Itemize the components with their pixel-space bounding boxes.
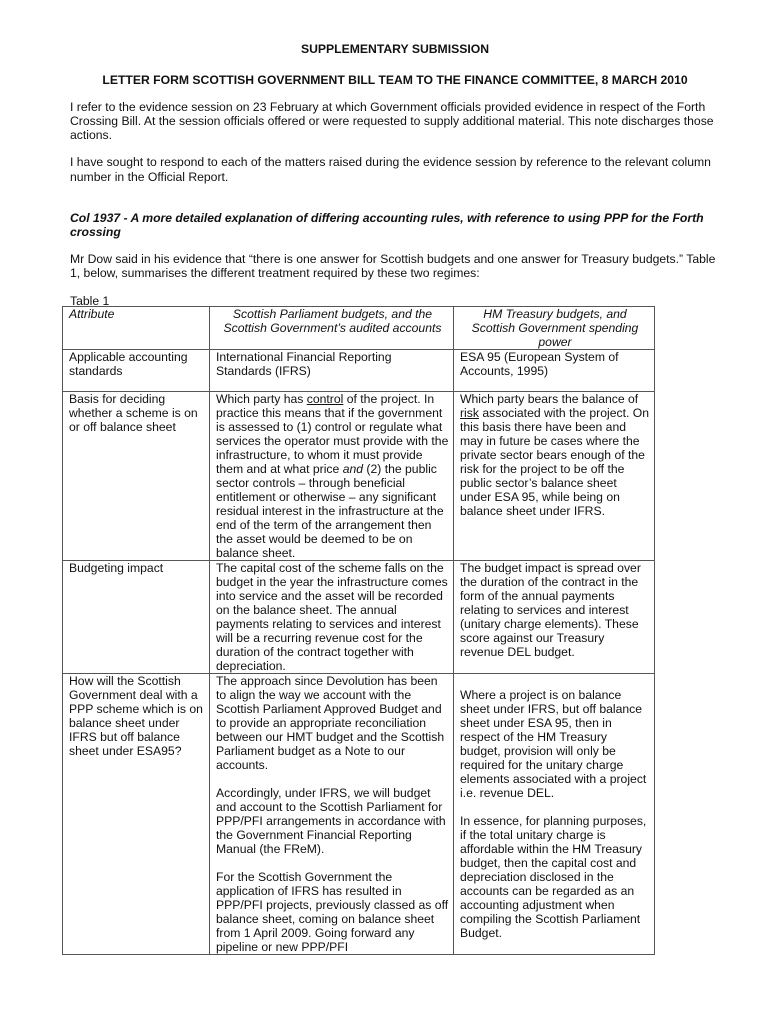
row-attribute-ppp: How will the Scottish Government deal with a PPP scheme which is on balance sheet under IFRS but off balance sheet under ESA95? [63,674,210,955]
table-row [63,561,655,674]
hmt-basis-text: associated with the project. On this basis there have been and may in future be cases where the private sector bears enough of the risk for the project to be off the public sector’s balance sheet under ESA 95, while being on balance sheet under IFRS. [460,406,650,518]
sp-basis-text: of the project. In practice this means that if the government is assessed to (1) control or regulate what services the operator must provide with the infrastructure, to whom it must provide them and at what price [216,392,449,476]
section-heading: Col 1937 - A more detailed explanation of differing accounting rules, with reference to using PPP for the Forth crossing [70,210,704,239]
intro-paragraph: I refer to the evidence session on 23 February at which Government officials provided evidence in respect of the Forth Crossing Bill. At the session officials offered or were requested to supply additional material. This note discharges those actions. [70,100,714,143]
row-hmt-standards: ESA 95 (European System of Accounts, 1995) [454,350,655,392]
row-sp-standards: International Financial Reporting Standards (IFRS) [210,350,454,392]
row-sp-ppp [210,674,454,955]
table-row [63,392,655,561]
row-attribute-basis: Basis for deciding whether a scheme is on or off balance sheet [63,392,210,561]
sp-ppp-para3: For the Scottish Government the application of IFRS has resulted in PPP/PFI projects, previously classed as off balance sheet, coming on balance sheet from 1 April 2009. Going forward any pipeline or new PPP/PFI [216,870,449,954]
sp-basis-text: (2) the public sector controls – through beneficial entitlement or otherwise – any significant residual interest in the infrastructure at the end of the term of the arrangement then the asset would be deemed to be on balance sheet. [216,462,444,560]
sp-ppp-para1: The approach since Devolution has been to align the way we account with the Scottish Parliament Approved Budget and to provide an appropriate reconciliation between our HMT budget and the Scottish Parliament budget as a Note to our accounts. [216,674,445,772]
document-page [70,38,720,308]
row-hmt-basis [454,392,655,561]
row-sp-basis [210,392,454,561]
document-title: SUPPLEMENTARY SUBMISSION [300,42,490,56]
table-row [63,674,655,955]
sp-basis-text: Which party has [216,392,307,406]
sp-basis-italic: and [342,462,364,476]
row-sp-budgeting: The capital cost of the scheme falls on the budget in the year the infrastructure comes into service and the asset will be recorded on the balance sheet. The annual payments relating to services and interest will be a recurring revenue cost for the duration of the contract together with depreciation. [210,561,454,674]
row-hmt-budgeting: The budget impact is spread over the duration of the contract in the form of the annual payments relating to services and interest (unitary charge elements). These score against our Treasury revenue DEL budget. [454,561,655,674]
document-subtitle: LETTER FORM SCOTTISH GOVERNMENT BILL TEAM TO THE FINANCE COMMITTEE, 8 MARCH 2010 [102,73,688,88]
row-attribute-standards: Applicable accounting standards [63,350,210,392]
hmt-ppp-para2: In essence, for planning purposes, if the total unitary charge is affordable within the HM Treasury budget, then the capital cost and depreciation disclosed in the accounts can be regarded as an accounting adjustment when compiling the Scottish Parliament Budget. [460,814,647,940]
row-hmt-ppp [454,674,655,955]
comparison-table [62,306,655,955]
header-scottish-parliament: Scottish Parliament budgets, and the Scottish Government’s audited accounts [210,307,454,350]
row-attribute-budgeting: Budgeting impact [63,561,210,674]
hmt-basis-underlined: risk [460,406,479,420]
header-hm-treasury: HM Treasury budgets, and Scottish Government spending power [454,307,655,350]
sp-ppp-para2: Accordingly, under IFRS, we will budget and account to the Scottish Parliament for PPP/PFI arrangements in accordance with the Government Financial Reporting Manual (the FReM). [216,786,446,856]
hmt-ppp-para1: Where a project is on balance sheet under IFRS, but off balance sheet under ESA 95, then in respect of the HM Treasury budget, provision will only be required for the unitary charge elements associated with a project i.e. revenue DEL. [460,688,647,800]
header-attribute: Attribute [63,307,210,350]
method-paragraph: I have sought to respond to each of the matters raised during the evidence session by reference to the relevant column number in the Official Report. [70,155,711,184]
evidence-paragraph: Mr Dow said in his evidence that “there is one answer for Scottish budgets and one answer for Treasury budgets.” Table 1, below, summarises the different treatment required by these two regimes: [70,251,716,280]
table-row [63,350,655,392]
table-header-row [63,307,655,350]
sp-basis-underlined: control [306,392,344,406]
table-caption: Table 1 [70,294,110,309]
hmt-basis-text: Which party bears the balance of [460,392,639,406]
